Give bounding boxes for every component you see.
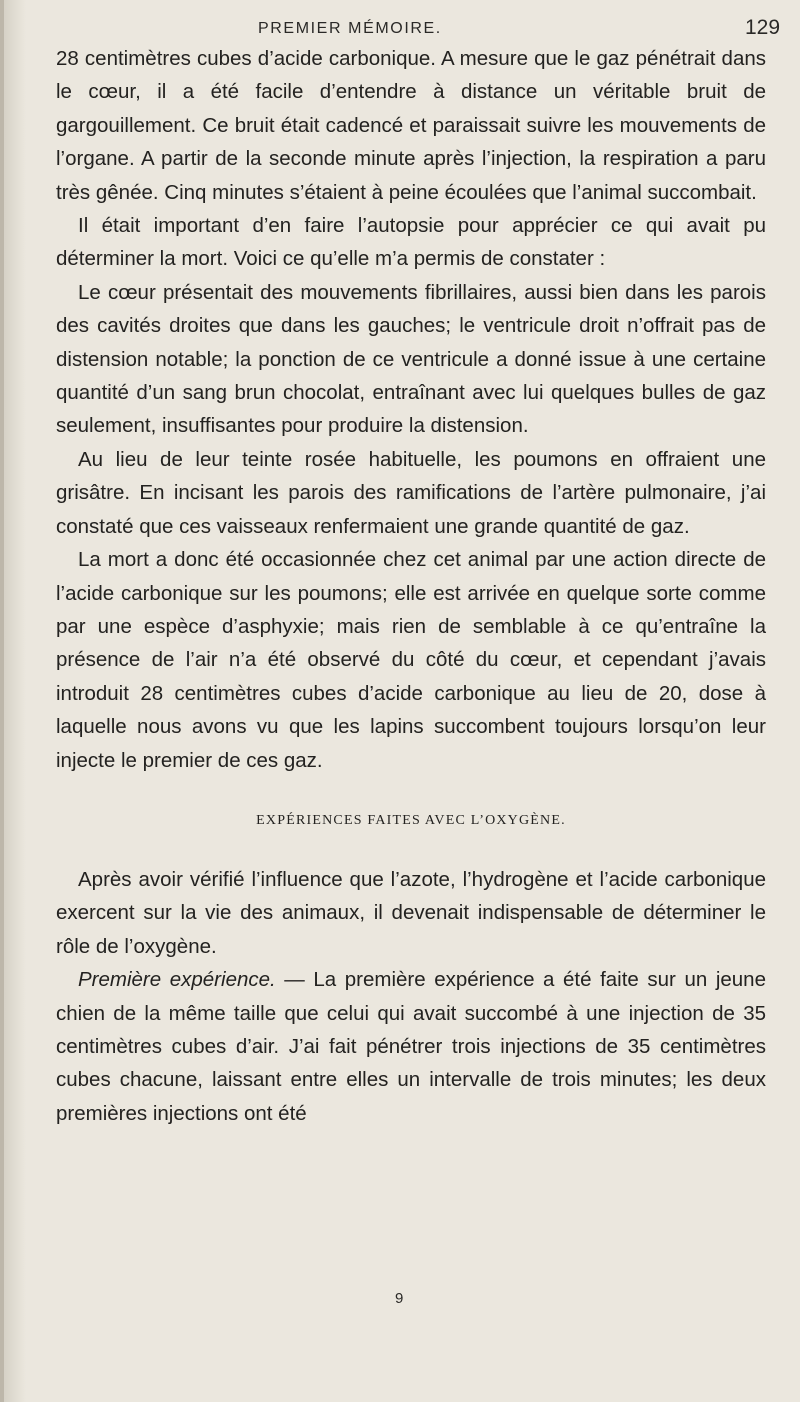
running-head: PREMIER MÉMOIRE. <box>258 20 442 37</box>
section-heading <box>56 811 766 831</box>
paragraph-6: Après avoir vérifié l’influence que l’azote, l’hydrogène et l’acide carbonique exercent sur la vie des animaux, il devenait indispensable de déterminer le rôle de l’oxygène. <box>56 867 766 958</box>
section-heading-text: EXPÉRIENCES FAITES AVEC L’OXYGÈNE. <box>256 812 566 828</box>
paragraph-5: La mort a donc été occasionnée chez cet animal par une action directe de l’acide carbonique sur les poumons; elle est arrivée en quelque sorte comme par une espèce d’asphyxie; mais rien de semblable à ce qu’entraîne la présence de l’air n’a été observé du côté du cœur, et cependant j’avais introduit 28 centimètres cubes d’acide carbonique au lieu de 20, dose à laquelle nous avons vu que les lapins succombent toujours lorsqu’on leur injecte le premier de ces gaz. <box>56 548 766 772</box>
binding-edge <box>0 0 4 1402</box>
signature-mark: 9 <box>395 1290 404 1307</box>
page-number: 129 <box>745 16 781 39</box>
paragraph-3: Le cœur présentait des mouvements fibrillaires, aussi bien dans les parois des cavités droites que dans les gauches; le ventricule droit n’offrait pas de distension notable; la ponction de ce ventricule a donné issue à une certaine quantité d’un sang brun chocolat, entraînant avec lui quelques bulles de gaz seulement, insuffisantes pour produire la distension. <box>56 280 766 438</box>
paragraph-7-text: — La première expérience a été faite sur un jeune chien de la même taille que celui qui avait succombé à une injection de 35 centimètres cubes d’air. J’ai fait pénétrer trois injections de 35 centimètres cubes chacune, laissant entre elles un intervalle de trois minutes; les deux premières injections ont été <box>56 968 766 1125</box>
page-gutter <box>0 0 26 1402</box>
page-body <box>56 42 766 1130</box>
paragraph-1: 28 centimètres cubes d’acide carbonique. A mesure que le gaz pénétrait dans le cœur, il a été facile d’entendre à distance un véritable bruit de gargouillement. Ce bruit était cadencé et paraissait suivre les mouvements de l’organe. A partir de la seconde minute après l’injection, la respiration a paru très gênée. Cinq minutes s’étaient à peine écoulées que l’animal succombait. <box>56 47 766 204</box>
paragraph-2: Il était important d’en faire l’autopsie pour apprécier ce qui avait pu déterminer la mort. Voici ce qu’elle m’a permis de constater : <box>56 214 766 271</box>
paragraph-4: Au lieu de leur teinte rosée habituelle, les poumons en offraient une grisâtre. En incisant les parois des ramifications de l’artère pulmonaire, j’ai constaté que ces vaisseaux renfermaient une grande quantité de gaz. <box>56 447 766 538</box>
paragraph-7 <box>56 963 766 1130</box>
experiment-label: Première expérience. <box>78 968 276 992</box>
